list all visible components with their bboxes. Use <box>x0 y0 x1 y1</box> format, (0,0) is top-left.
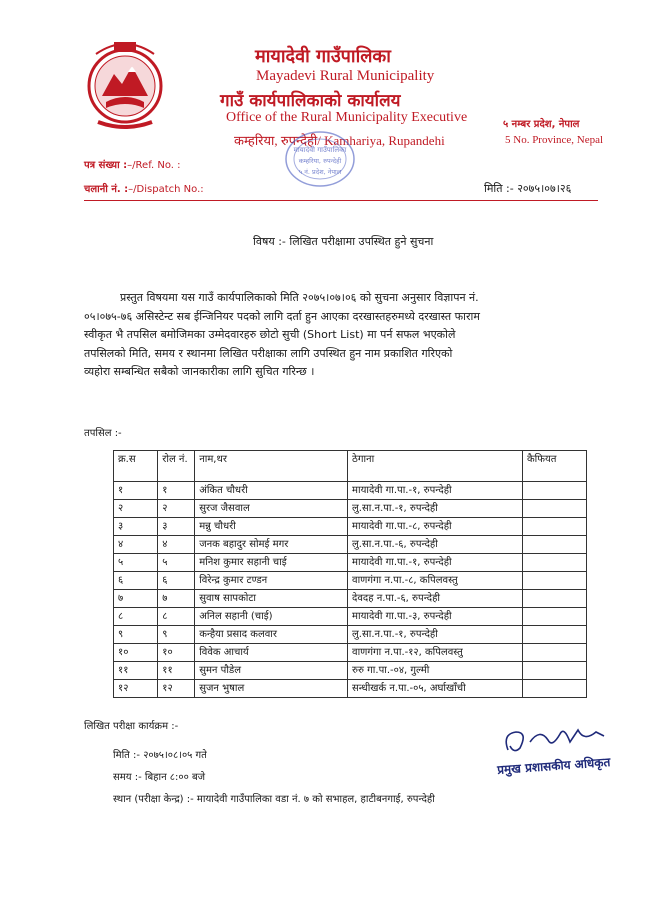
table-row <box>114 536 587 554</box>
table-row <box>114 518 587 536</box>
stamp-line-1: मायादेवी गाउँपालिका <box>293 146 347 154</box>
dispatch-value: –/Dispatch No.: <box>128 184 204 195</box>
dispatch-label: चलानी नं. : <box>84 184 129 195</box>
cell-remarks <box>522 590 586 608</box>
nepal-emblem-icon <box>84 34 166 134</box>
cell-address: रुरु गा.पा.-०४, गुल्मी <box>348 662 523 680</box>
signatory-title: प्रमुख प्रशासकीय अधिकृत <box>496 755 611 777</box>
table-header-row <box>114 451 587 482</box>
header-roll: रोल नं. <box>158 451 195 482</box>
stamp-line-2: कम्हरिया, रुपन्देही <box>298 157 342 165</box>
cell-address: देवदह न.पा.-६, रुपन्देही <box>348 590 523 608</box>
table-row <box>114 644 587 662</box>
cell-roll: १२ <box>158 680 195 698</box>
header-address: ठेगाना <box>348 451 523 482</box>
cell-roll: २ <box>158 500 195 518</box>
office-name-np: मायादेवी गाउँपालिका <box>255 46 391 67</box>
cell-remarks <box>522 680 586 698</box>
table-row <box>114 590 587 608</box>
cell-address: लु.सा.न.पा.-१, रुपन्देही <box>348 626 523 644</box>
exam-date: मिति :- २०७५।०८।०५ गते <box>113 750 207 761</box>
cell-name: मनिश कुमार सहानी चाई <box>195 554 348 572</box>
cell-address: वाणगंगा न.पा.-८, कपिलवस्तु <box>348 572 523 590</box>
province-en: 5 No. Province, Nepal <box>505 134 604 146</box>
cell-name: सुजन भुषाल <box>195 680 348 698</box>
cell-roll: १ <box>158 482 195 500</box>
cell-roll: ४ <box>158 536 195 554</box>
candidate-table <box>113 450 587 698</box>
body-line: ०५।०७५-७६ असिस्टेन्ट सब ईन्जिनियर पदको लागि दर्ता हुन आएका दरखास्तहरुमध्ये दरखास्त फाराम <box>84 309 480 323</box>
header-name: नाम,थर <box>195 451 348 482</box>
stamp-line-3: ५ नं. प्रदेश, नेपाल <box>298 168 342 176</box>
ref-label: पत्र संख्या : <box>84 160 128 171</box>
tapsil-label: तपसिल :- <box>84 428 122 439</box>
cell-roll: ८ <box>158 608 195 626</box>
cell-roll: ७ <box>158 590 195 608</box>
table-row <box>114 626 587 644</box>
exam-time: समय :- बिहान ८:०० बजे <box>113 772 206 783</box>
cell-roll: १० <box>158 644 195 662</box>
cell-name: विरेन्द्र कुमार टण्डन <box>195 572 348 590</box>
cell-name: विवेक आचार्य <box>195 644 348 662</box>
cell-remarks <box>522 518 586 536</box>
cell-serial: १२ <box>114 680 158 698</box>
executive-office-np: गाउँ कार्यपालिकाको कार्यालय <box>220 91 401 111</box>
cell-address: मायादेवी गा.पा.-३, रुपन्देही <box>348 608 523 626</box>
body-line: स्वीकृत भै तपसिल बमोजिमका उम्मेदवारहरु छोटो सुची (Short List) मा पर्न सफल भएकोले <box>84 328 456 341</box>
cell-address: मायादेवी गा.पा.-१, रुपन्देही <box>348 482 523 500</box>
office-seal-icon <box>284 130 356 188</box>
cell-remarks <box>522 572 586 590</box>
cell-name: मन्नु चौधरी <box>195 518 348 536</box>
cell-roll: ६ <box>158 572 195 590</box>
cell-name: अंकित चौधरी <box>195 482 348 500</box>
cell-roll: ३ <box>158 518 195 536</box>
header-serial: क्र.स <box>114 451 158 482</box>
cell-name: जनक बहादुर सोमई मगर <box>195 536 348 554</box>
table-row <box>114 482 587 500</box>
cell-remarks <box>522 644 586 662</box>
ref-value: –/Ref. No. : <box>127 160 181 171</box>
cell-serial: ७ <box>114 590 158 608</box>
cell-roll: ५ <box>158 554 195 572</box>
cell-name: अनिल सहानी (चाई) <box>195 608 348 626</box>
office-name-en: Mayadevi Rural Municipality <box>256 68 435 84</box>
cell-remarks <box>522 662 586 680</box>
cell-remarks <box>522 500 586 518</box>
cell-serial: ९ <box>114 626 158 644</box>
cell-name: कन्हैया प्रसाद कलवार <box>195 626 348 644</box>
exam-venue: स्थान (परीक्षा केन्द्र) :- मायादेवी गाउँपालिका वडा नं. ७ को सभाहल, हाटीबनगाई, रुपन्देही <box>113 794 435 805</box>
cell-address: वाणगंगा न.पा.-१२, कपिलवस्तु <box>348 644 523 662</box>
body-line: तपसिलको मिति, समय र स्थानमा लिखित परीक्षाका लागि उपस्थित हुन नाम प्रकाशित गरिएको <box>84 346 453 360</box>
cell-serial: १० <box>114 644 158 662</box>
cell-remarks <box>522 554 586 572</box>
province-np: ५ नम्बर प्रदेश, नेपाल <box>503 119 580 130</box>
cell-remarks <box>522 608 586 626</box>
table-row <box>114 662 587 680</box>
cell-serial: ३ <box>114 518 158 536</box>
cell-address: सन्धीखर्क न.पा.-०५, अर्घाखाँची <box>348 680 523 698</box>
cell-remarks <box>522 536 586 554</box>
table-row <box>114 554 587 572</box>
table-row <box>114 680 587 698</box>
table-row <box>114 572 587 590</box>
cell-serial: ८ <box>114 608 158 626</box>
cell-serial: १ <box>114 482 158 500</box>
body-line: प्रस्तुत विषयमा यस गाउँ कार्यपालिकाको मिति २०७५।०७।०६ को सुचना अनुसार विज्ञापन नं. <box>120 291 479 304</box>
cell-address: मायादेवी गा.पा.-१, रुपन्देही <box>348 554 523 572</box>
table-row <box>114 608 587 626</box>
cell-address: लु.सा.न.पा.-६, रुपन्देही <box>348 536 523 554</box>
cell-name: सुरज जैसवाल <box>195 500 348 518</box>
cell-address: लु.सा.न.पा.-१, रुपन्देही <box>348 500 523 518</box>
cell-roll: ११ <box>158 662 195 680</box>
ref-number <box>84 157 181 171</box>
cell-address: मायादेवी गा.पा.-८, रुपन्देही <box>348 518 523 536</box>
exam-schedule-heading: लिखित परीक्षा कार्यक्रम :- <box>84 721 179 732</box>
table-row <box>114 500 587 518</box>
cell-serial: ५ <box>114 554 158 572</box>
header-divider <box>84 200 598 201</box>
cell-remarks <box>522 482 586 500</box>
office-address: कम्हरिया, रुपन्देही/ Kamhariya, Rupandehi <box>234 133 445 148</box>
executive-office-en: Office of the Rural Municipality Executive <box>226 110 468 125</box>
cell-serial: ११ <box>114 662 158 680</box>
cell-roll: ९ <box>158 626 195 644</box>
cell-name: सुवाष सापकोटा <box>195 590 348 608</box>
body-line: व्यहोरा सम्बन्धित सबैको जानकारीका लागि सुचित गरिन्छ । <box>84 365 315 378</box>
cell-serial: ६ <box>114 572 158 590</box>
cell-serial: २ <box>114 500 158 518</box>
cell-name: सुमन पौडेल <box>195 662 348 680</box>
notice-body <box>84 289 604 382</box>
dispatch-number <box>84 181 204 195</box>
cell-serial: ४ <box>114 536 158 554</box>
letter-date: मिति :- २०७५।०७।२६ <box>484 182 572 195</box>
subject-line: विषय :- लिखित परीक्षामा उपस्थित हुने सुचना <box>253 235 434 248</box>
cell-remarks <box>522 626 586 644</box>
header-remarks: कैफियत <box>522 451 586 482</box>
